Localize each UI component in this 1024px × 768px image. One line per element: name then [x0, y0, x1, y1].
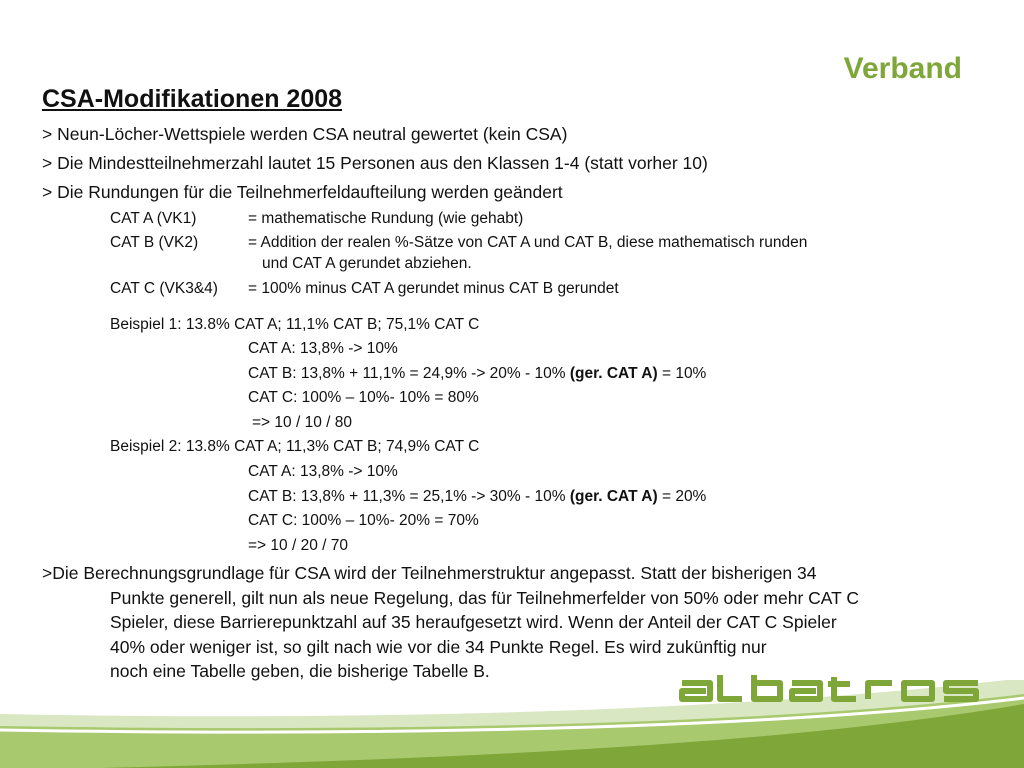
paragraph-line: >Die Berechnungsgrundlage für CSA wird der Teilnehmerstruktur angepasst. Statt der bisherigen 34 [42, 563, 817, 583]
bullet-rounding: > Die Rundungen für die Teilnehmerfeldaufteilung werden geändert [42, 182, 563, 202]
paragraph-line: noch eine Tabelle geben, die bisherige Tabelle B. [110, 661, 490, 681]
example1-result: => 10 / 10 / 80 [252, 414, 352, 431]
example1-cat-c: CAT C: 100% – 10%- 10% = 80% [248, 389, 479, 406]
example2-result: => 10 / 20 / 70 [248, 537, 348, 554]
example2-cat-c: CAT C: 100% – 10%- 20% = 70% [248, 512, 479, 529]
bullet-nine-holes: > Neun-Löcher-Wettspiele werden CSA neutral gewertet (kein CSA) [42, 124, 568, 144]
paragraph-line: Punkte generell, gilt nun als neue Regelung, das für Teilnehmerfelder von 50% oder mehr CAT C [110, 587, 860, 608]
cat-c-label: CAT C (VK3&4) [110, 280, 218, 297]
csa-paragraph [42, 561, 992, 684]
cat-c-definition: = 100% minus CAT A gerundet minus CAT B gerundet [248, 280, 619, 297]
cat-a-label: CAT A (VK1) [110, 210, 197, 227]
cat-b-label: CAT B (VK2) [110, 234, 199, 251]
example2-title: Beispiel 2: 13.8% CAT A; 11,3% CAT B; 74,9% CAT C [110, 438, 480, 455]
bullet-min-participants: > Die Mindestteilnehmerzahl lautet 15 Personen aus den Klassen 1-4 (statt vorher 10) [42, 153, 708, 173]
example1-title: Beispiel 1: 13.8% CAT A; 11,1% CAT B; 75,1% CAT C [110, 316, 480, 333]
example1-cat-b: CAT B: 13,8% + 11,1% = 24,9% -> 20% - 10% (ger. CAT A) = 10% [248, 365, 707, 382]
slide-heading: CSA-Modifikationen 2008 [42, 85, 343, 113]
albatros-logo [676, 673, 986, 705]
cat-a-definition: = mathematische Rundung (wie gehabt) [248, 210, 524, 227]
paragraph-line: 40% oder weniger ist, so gilt nach wie vor die 34 Punkte Regel. Es wird zukünftig nur [110, 636, 767, 657]
example1-cat-a: CAT A: 13,8% -> 10% [248, 340, 398, 357]
header-title: Verband [843, 52, 962, 85]
example2-cat-a: CAT A: 13,8% -> 10% [248, 463, 398, 480]
paragraph-line: Spieler, diese Barrierepunktzahl auf 35 heraufgesetzt wird. Wenn der Anteil der CAT C Spieler [110, 612, 837, 632]
example2-cat-b: CAT B: 13,8% + 11,3% = 25,1% -> 30% - 10% (ger. CAT A) = 20% [248, 488, 707, 505]
cat-b-definition-cont: und CAT A gerundet abziehen. [262, 255, 472, 272]
cat-b-definition: = Addition der realen %-Sätze von CAT A und CAT B, diese mathematisch runden [248, 234, 808, 251]
